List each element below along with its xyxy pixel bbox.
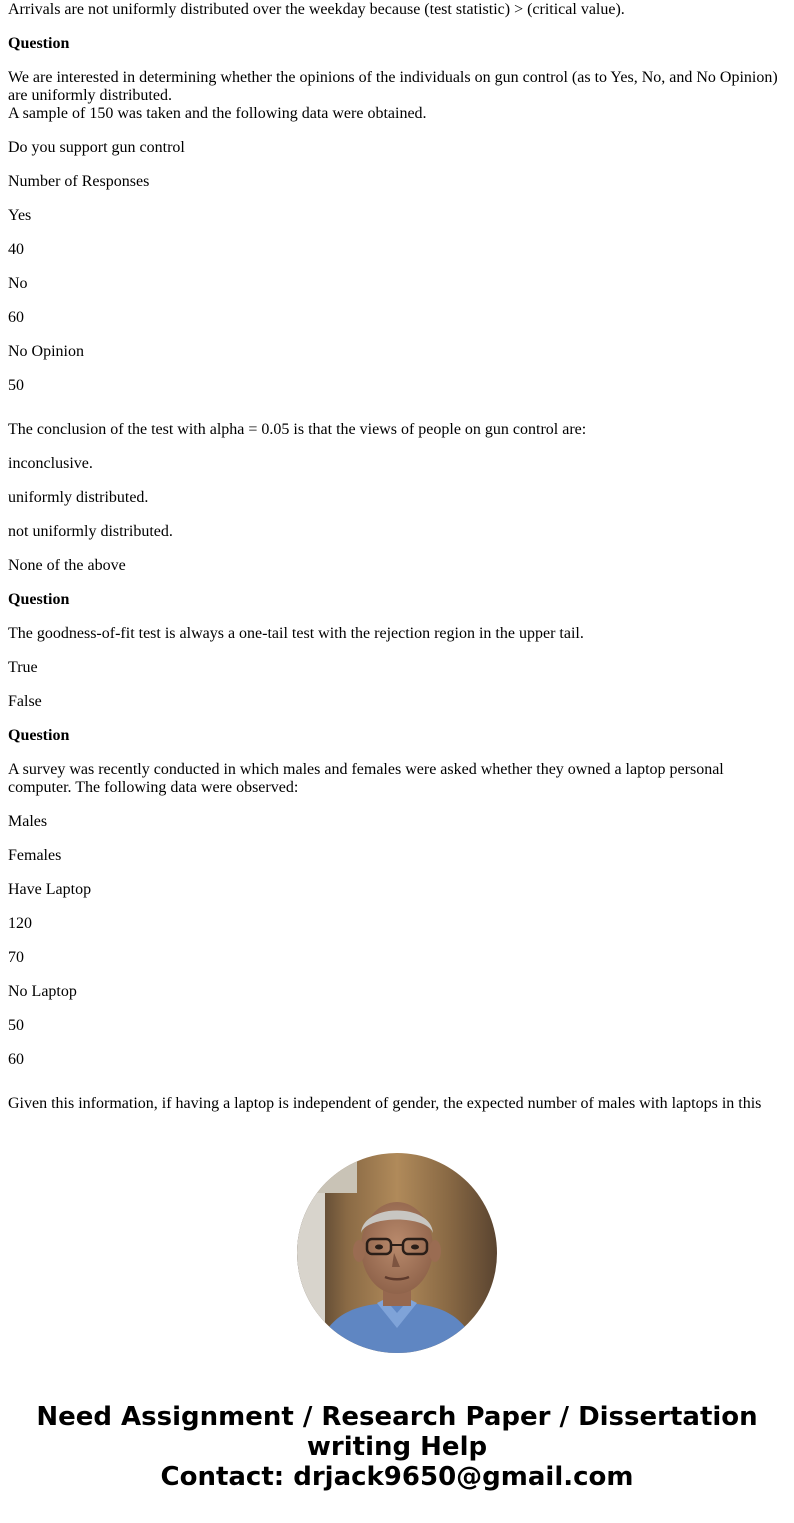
table-cell: Have Laptop — [8, 881, 92, 898]
question-heading: Question — [8, 727, 70, 744]
table-cell: Do you support gun control — [8, 139, 185, 156]
intro-text: Arrivals are not uniformly distributed over the weekday because (test statistic) > (critical value). — [8, 1, 625, 18]
table-cell: 70 — [8, 949, 24, 966]
question-prompt: The conclusion of the test with alpha = 0.05 is that the views of people on gun control are: — [8, 421, 587, 438]
table-cell: 40 — [8, 241, 24, 258]
table-cell: 60 — [8, 1051, 24, 1068]
table-cell: 120 — [8, 915, 32, 932]
question-text — [8, 69, 786, 123]
promo-banner — [0, 1402, 794, 1492]
table-cell: 50 — [8, 377, 24, 394]
promo-line: writing Help — [306, 1432, 488, 1462]
question-text-line: A sample of 150 was taken and the following data were obtained. — [8, 105, 427, 122]
author-avatar — [297, 1153, 497, 1353]
answer-option: True — [8, 659, 38, 676]
promo-line: Need Assignment / Research Paper / Dissertation — [36, 1402, 758, 1432]
table-cell: Females — [8, 847, 62, 864]
question-heading: Question — [8, 591, 70, 608]
table-cell: No Opinion — [8, 343, 84, 360]
promo-contact: Contact: drjack9650@gmail.com — [160, 1462, 634, 1492]
table-cell: Males — [8, 813, 48, 830]
answer-option: False — [8, 693, 42, 710]
question-prompt: The goodness-of-fit test is always a one-tail test with the rejection region in the upper tail. — [8, 625, 584, 642]
question-text-truncated: Given this information, if having a laptop is independent of gender, the expected number of males with laptops in this — [8, 1095, 762, 1112]
answer-option: not uniformly distributed. — [8, 523, 173, 540]
document-content — [8, 0, 786, 1124]
question-text-line: We are interested in determining whether the opinions of the individuals on gun control (as to Yes, No, and No Opinion) are uniformly distributed. — [8, 69, 778, 104]
answer-option: inconclusive. — [8, 455, 93, 472]
question-heading: Question — [8, 35, 70, 52]
table-cell: 60 — [8, 309, 24, 326]
table-cell: 50 — [8, 1017, 24, 1034]
author-portrait-icon — [297, 1153, 497, 1353]
question-prompt: A survey was recently conducted in which males and females were asked whether they owned a laptop personal computer. The following data were observed: — [8, 761, 724, 796]
answer-option: None of the above — [8, 557, 126, 574]
table-cell: Number of Responses — [8, 173, 150, 190]
table-cell: No — [8, 275, 28, 292]
answer-option: uniformly distributed. — [8, 489, 149, 506]
table-cell: No Laptop — [8, 983, 77, 1000]
table-cell: Yes — [8, 207, 32, 224]
